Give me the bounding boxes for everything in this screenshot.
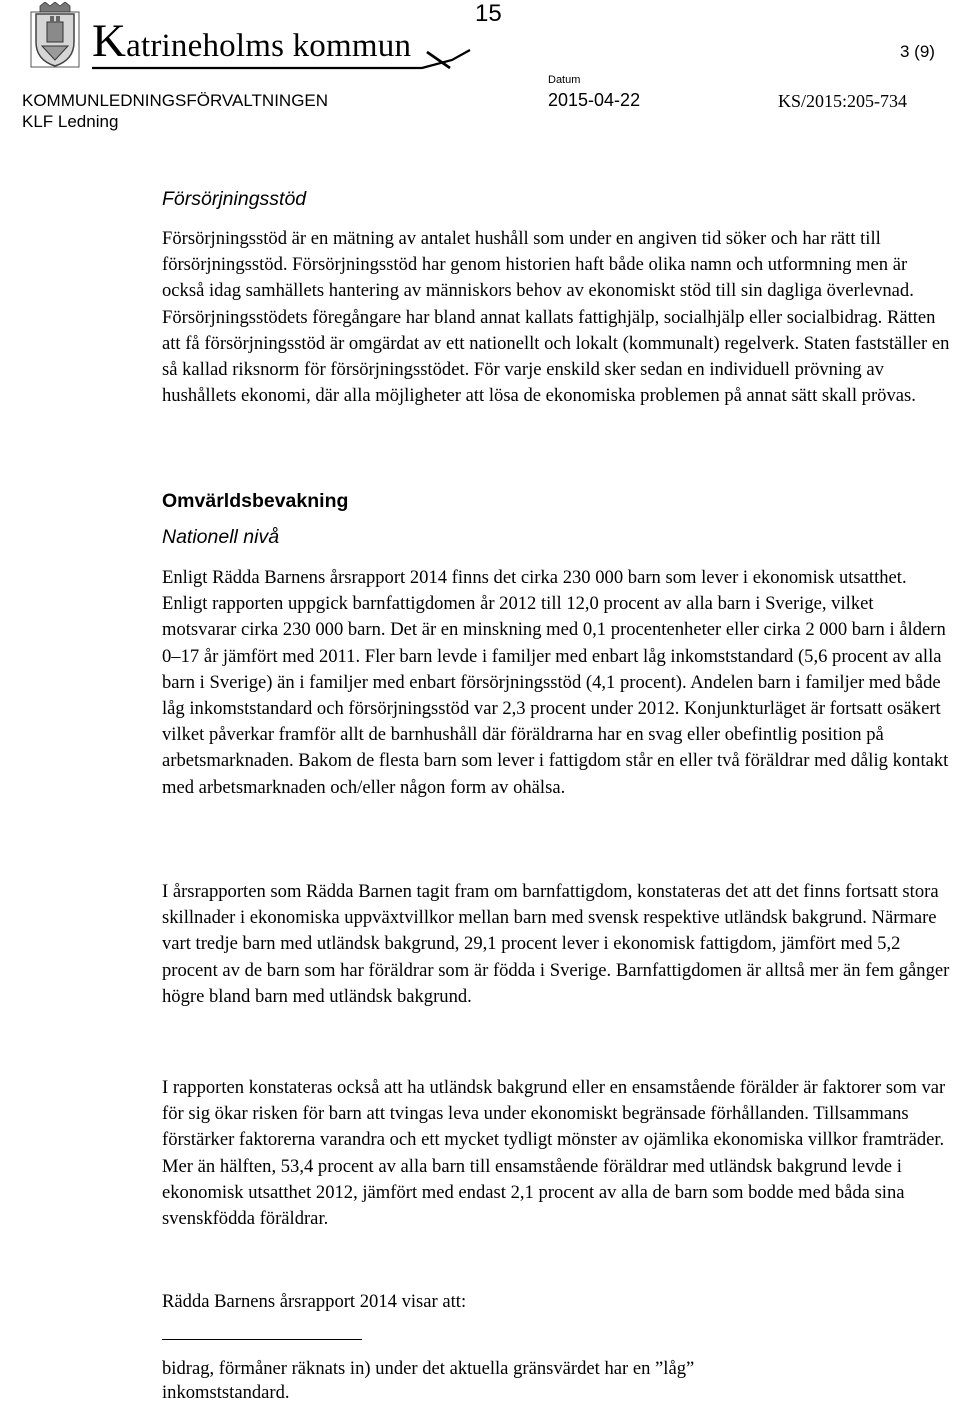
page-of-total: 3 (9) xyxy=(900,42,935,61)
organization-name-rest: atrineholms kommun xyxy=(126,28,412,64)
paragraph-forsorjningsstod: Försörjningsstöd är en mätning av antalet hushåll som under en angiven tid söker och har rätt till försörjningsstöd. Försörjningsstöd har genom historien haft både olika namn och utformning men är också idag samhällets hantering av människors behov av ekonomiskt stöd till sin dagliga överlevnad. Försörjningsstödets föregångare har bland annat kallats fattighjälp, socialhjälp eller socialbidrag. Rätten att få försörjningsstöd är omgärdat av ett nationellt och lokalt (kommunalt) regelverk. Staten fastställer en så kallad riksnorm för försörjningsstödet. För varje enskild sker sedan en individuell prövning av hushållets ekonomi, där alla möjligheter att lösa de ekonomiska problemen på annat sätt skall prövas. xyxy=(162,228,950,407)
document-page-number: 15 xyxy=(475,0,502,27)
footnote-text xyxy=(162,1357,952,1405)
subheading-nationell-niva: Nationell nivå xyxy=(162,526,280,548)
unit-name: KLF Ledning xyxy=(22,112,119,131)
registration-number: KS/2015:205-734 xyxy=(778,91,908,111)
department-name: KOMMUNLEDNINGSFÖRVALTNINGEN xyxy=(22,91,329,110)
footnote-line-2: inkomststandard. xyxy=(162,1382,290,1403)
footnote-separator xyxy=(162,1339,362,1340)
paragraph-barnfattigdom: Enligt Rädda Barnens årsrapport 2014 finns det cirka 230 000 barn som lever i ekonomisk utsatthet. Enligt rapporten uppgick barnfattigdomen år 2012 till 12,0 procent av alla barn i Sverige, vilket motsvarar cirka 230 000 barn. Det är en minskning med 0,1 procentenheter eller cirka 2 000 barn i åldern 0–17 år jämfört med 2011. Fler barn levde i familjer med enbart låg inkomststandard (5,6 procent av alla barn i Sverige) än i familjer med enbart försörjningsstöd (4,1 procent). Andelen barn i familjer med både låg inkomststandard och försörjningsstöd var 2,3 procent under 2012. Konjunkturläget är fortsatt osäkert vilket påverkar framför allt de barnhushåll där föräldrarna har en svag eller obefintlig position på arbetsmarknaden. Bakom de flesta barn som lever i fattigdom står en eller två föräldrar med dålig kontakt med arbetsmarknaden och/eller någon form av ohälsa. xyxy=(162,567,949,798)
date-value: 2015-04-22 xyxy=(548,90,641,110)
paragraph-ensamstaende: I rapporten konstateras också att ha utländsk bakgrund eller en ensamstående förälder är faktorer som var för sig ökar risken för barn att tvingas leva under ekonomiskt begränsade förhållanden. Tillsammans förstärker faktorerna varandra och ett mycket tydligt mönster av ojämlika ekonomiska villkor framträder. Mer än hälften, 53,4 procent av alla barn till ensamstående föräldrar med utländsk bakgrund levde i ekonomisk utsatthet 2012, jämfört med endast 2,1 procent av alla de barn som bodde med båda sina svenskfödda föräldrar. xyxy=(162,1077,946,1230)
section-heading-forsorjningsstod: Försörjningsstöd xyxy=(162,188,307,210)
section-heading-omvarldsbevakning: Omvärldsbevakning xyxy=(162,490,349,512)
municipality-coat-of-arms-icon xyxy=(30,2,80,68)
date-label: Datum xyxy=(548,74,581,86)
paragraph-rapport-visar: Rädda Barnens årsrapport 2014 visar att: xyxy=(162,1291,467,1312)
paragraph-utlandsk-bakgrund: I årsrapporten som Rädda Barnen tagit fram om barnfattigdom, konstateras det att det finns fortsatt stora skillnader i ekonomiska uppväxtvillkor mellan barn med svensk respektive utländsk bakgrund. Närmare vart tredje barn med utländsk bakgrund, 29,1 procent lever i ekonomisk fattigdom, jämfört med 5,2 procent av de barn som har föräldrar som är födda i Sverige. Barnfattigdomen är alltså mer än fem gånger högre bland barn med utländsk bakgrund. xyxy=(162,881,950,1007)
organization-name-initial: K xyxy=(92,15,127,67)
logo-swoosh-icon xyxy=(92,48,472,70)
footnote-line-1: bidrag, förmåner räknats in) under det aktuella gränsvärdet har en ”låg” xyxy=(162,1358,695,1379)
